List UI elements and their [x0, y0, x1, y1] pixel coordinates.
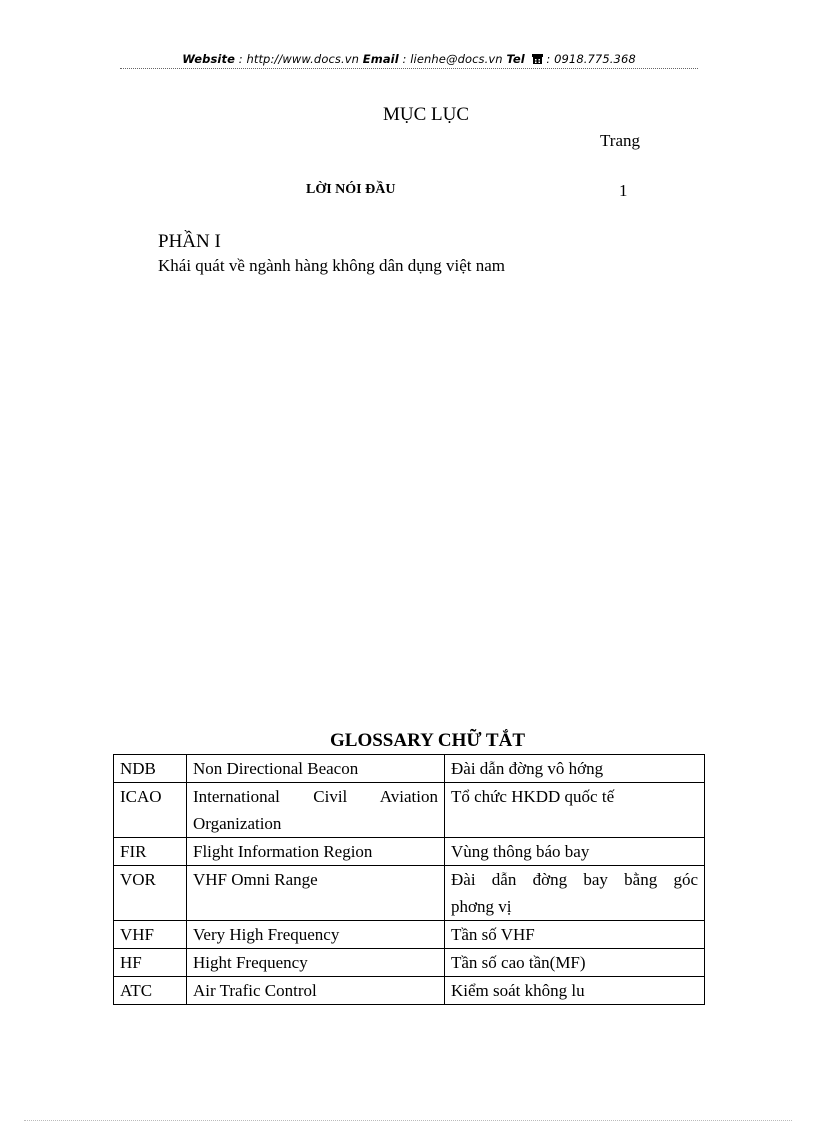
page-header: [120, 52, 698, 67]
meaning-cell: Kiểm soát không lu: [445, 977, 705, 1005]
tel-label: Tel: [506, 52, 525, 66]
term-cell: Flight Information Region: [187, 838, 445, 866]
tel-value: : 0918.775.368: [542, 52, 636, 66]
footer-divider: [24, 1120, 792, 1121]
term-cell: VHF Omni Range: [187, 866, 445, 921]
term-cell: Air Trafic Control: [187, 977, 445, 1005]
meaning-cell: Tần số cao tần(MF): [445, 949, 705, 977]
toc-title: MỤC LỤC: [383, 104, 470, 125]
meaning-cell: Tổ chức HKDD quốc tế: [445, 783, 705, 838]
meaning-cell: Tần số VHF: [445, 921, 705, 949]
meaning-cell: [445, 866, 705, 921]
abbr-cell: NDB: [114, 755, 187, 783]
abbr-cell: VOR: [114, 866, 187, 921]
email-value: : lienhe@docs.vn: [398, 52, 507, 66]
glossary-title: GLOSSARY CHỮ TẮT: [330, 730, 526, 751]
email-label: Email: [362, 52, 399, 66]
meaning-line: Đài dẫn đờng bay bằng góc: [451, 870, 698, 889]
toc-page-label: Trang: [600, 131, 640, 150]
table-row: [114, 866, 705, 921]
table-row: [114, 755, 705, 783]
term-line: Organization: [193, 814, 282, 833]
term-cell: [187, 783, 445, 838]
table-row: [114, 783, 705, 838]
part-subtitle: Khái quát về ngành hàng không dân dụng việt nam: [158, 256, 506, 275]
abbr-cell: ATC: [114, 977, 187, 1005]
table-row: [114, 921, 705, 949]
meaning-cell: Đài dẫn đờng vô hớng: [445, 755, 705, 783]
meaning-line: phơng vị: [451, 897, 512, 916]
header-divider: [120, 68, 698, 69]
toc-entry-title: LỜI NÓI ĐẦU: [306, 182, 396, 197]
website-label: Website: [182, 52, 235, 66]
term-cell: Hight Frequency: [187, 949, 445, 977]
term-cell: Very High Frequency: [187, 921, 445, 949]
table-row: [114, 977, 705, 1005]
abbr-cell: VHF: [114, 921, 187, 949]
abbr-cell: FIR: [114, 838, 187, 866]
glossary-table: [113, 754, 705, 1005]
table-row: [114, 838, 705, 866]
website-value: : http://www.docs.vn: [234, 52, 363, 66]
abbr-cell: ICAO: [114, 783, 187, 838]
phone-icon: [532, 53, 543, 67]
term-cell: Non Directional Beacon: [187, 755, 445, 783]
part-title: PHẦN I: [158, 231, 221, 252]
toc-entry-page: 1: [619, 181, 628, 200]
abbr-cell: HF: [114, 949, 187, 977]
table-row: [114, 949, 705, 977]
meaning-cell: Vùng thông báo bay: [445, 838, 705, 866]
term-line: International Civil Aviation: [193, 787, 438, 806]
